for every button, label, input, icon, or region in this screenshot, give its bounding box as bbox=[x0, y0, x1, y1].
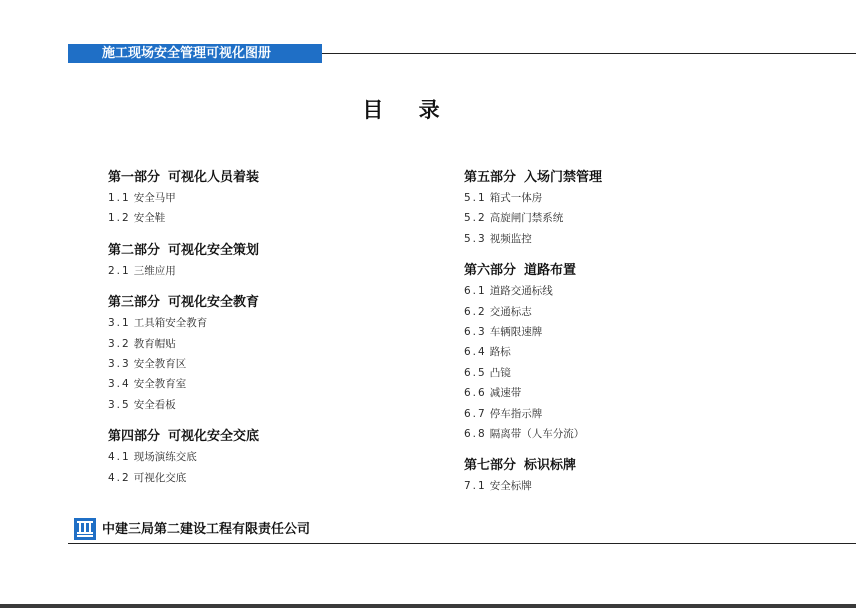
toc-item[interactable] bbox=[464, 281, 764, 301]
section-part: 第四部分 bbox=[108, 429, 161, 445]
item-label: 交通标志 bbox=[489, 305, 532, 318]
section-part: 第三部分 bbox=[108, 295, 161, 311]
item-number: 6.6 bbox=[464, 387, 487, 400]
item-number: 5.1 bbox=[464, 192, 487, 204]
item-number: 2.1 bbox=[108, 264, 131, 277]
section-part: 第一部分 bbox=[108, 170, 161, 185]
item-number: 1.1 bbox=[108, 192, 131, 204]
toc-item[interactable] bbox=[108, 447, 408, 467]
item-label: 现场演练交底 bbox=[133, 451, 197, 464]
toc-section bbox=[464, 456, 764, 496]
page-title: 目 录 bbox=[362, 98, 454, 122]
toc-section bbox=[464, 261, 764, 444]
item-label: 路标 bbox=[489, 346, 511, 359]
section-part: 第七部分 bbox=[464, 458, 517, 474]
item-label: 车辆限速牌 bbox=[489, 325, 543, 338]
item-label: 安全马甲 bbox=[133, 192, 176, 204]
item-number: 3.2 bbox=[108, 337, 131, 350]
item-number: 5.3 bbox=[464, 232, 487, 245]
toc-section bbox=[108, 168, 408, 229]
section-part: 第六部分 bbox=[464, 263, 517, 279]
item-label: 减速带 bbox=[489, 387, 522, 400]
item-number: 6.3 bbox=[464, 325, 487, 338]
toc-item[interactable] bbox=[108, 188, 408, 208]
item-label: 安全教育区 bbox=[133, 357, 187, 370]
section-name: 可视化安全交底 bbox=[168, 429, 260, 445]
item-label: 视频监控 bbox=[489, 232, 532, 245]
item-number: 3.5 bbox=[108, 398, 131, 411]
item-number: 6.7 bbox=[464, 407, 487, 420]
toc-left-column bbox=[108, 168, 408, 488]
toc-item[interactable] bbox=[464, 424, 764, 444]
toc-item[interactable] bbox=[464, 208, 764, 228]
toc-item[interactable] bbox=[464, 302, 764, 322]
toc-item[interactable] bbox=[108, 354, 408, 374]
section-title[interactable] bbox=[464, 456, 764, 476]
toc-section bbox=[108, 293, 408, 415]
section-title[interactable] bbox=[464, 168, 764, 188]
item-label: 安全标牌 bbox=[489, 480, 532, 493]
item-number: 1.2 bbox=[108, 212, 131, 225]
item-label: 安全教育室 bbox=[133, 378, 187, 391]
section-title[interactable] bbox=[108, 293, 408, 313]
item-number: 5.2 bbox=[464, 212, 487, 225]
toc-item[interactable] bbox=[464, 188, 764, 208]
item-label: 三维应用 bbox=[133, 264, 176, 277]
toc-right-column bbox=[464, 168, 764, 497]
section-title[interactable] bbox=[108, 241, 408, 261]
company-name: 中建三局第二建设工程有限责任公司 bbox=[102, 522, 311, 537]
header-rule bbox=[322, 53, 856, 54]
toc-item[interactable] bbox=[464, 476, 764, 496]
toc-item[interactable] bbox=[108, 395, 408, 415]
section-name: 可视化安全策划 bbox=[168, 242, 260, 258]
section-part: 第二部分 bbox=[108, 242, 161, 258]
item-number: 4.1 bbox=[108, 451, 131, 464]
toc-item[interactable] bbox=[108, 374, 408, 394]
company-logo-icon bbox=[74, 518, 96, 540]
section-part: 第五部分 bbox=[464, 170, 517, 185]
toc-item[interactable] bbox=[464, 363, 764, 383]
toc-item[interactable] bbox=[464, 322, 764, 342]
item-label: 安全看板 bbox=[133, 398, 176, 411]
section-title[interactable] bbox=[108, 168, 408, 188]
item-label: 工具箱安全教育 bbox=[133, 317, 208, 330]
section-name: 道路布置 bbox=[524, 263, 577, 279]
item-label: 停车指示牌 bbox=[489, 407, 543, 420]
section-title[interactable] bbox=[464, 261, 764, 281]
item-number: 6.1 bbox=[464, 285, 487, 298]
item-number: 3.3 bbox=[108, 357, 131, 370]
toc-item[interactable] bbox=[108, 334, 408, 354]
item-label: 教育帽贴 bbox=[133, 337, 176, 350]
section-name: 可视化人员着装 bbox=[168, 170, 260, 185]
item-label: 隔离带（人车分流） bbox=[489, 427, 585, 440]
item-label: 道路交通标线 bbox=[489, 285, 553, 298]
item-label: 可视化交底 bbox=[133, 471, 187, 484]
item-number: 4.2 bbox=[108, 471, 131, 484]
toc-item[interactable] bbox=[464, 229, 764, 249]
toc-item[interactable] bbox=[108, 208, 408, 228]
toc-item[interactable] bbox=[464, 342, 764, 362]
item-label: 安全鞋 bbox=[133, 212, 166, 225]
toc-item[interactable] bbox=[108, 468, 408, 488]
section-name: 标识标牌 bbox=[524, 458, 577, 474]
item-label: 高旋闸门禁系统 bbox=[489, 212, 564, 225]
toc-item[interactable] bbox=[108, 261, 408, 281]
item-number: 3.4 bbox=[108, 378, 131, 391]
toc-section bbox=[108, 427, 408, 488]
section-name: 入场门禁管理 bbox=[524, 170, 603, 185]
item-label: 箱式一体房 bbox=[489, 192, 543, 204]
toc-item[interactable] bbox=[108, 313, 408, 333]
header-banner bbox=[68, 44, 322, 63]
footer-rule bbox=[68, 543, 856, 544]
item-number: 6.2 bbox=[464, 305, 487, 318]
item-number: 6.4 bbox=[464, 346, 487, 359]
item-number: 6.8 bbox=[464, 427, 487, 440]
document-title: 施工现场安全管理可视化图册 bbox=[102, 46, 272, 61]
toc-item[interactable] bbox=[464, 383, 764, 403]
item-number: 3.1 bbox=[108, 317, 131, 330]
item-number: 6.5 bbox=[464, 366, 487, 379]
toc-item[interactable] bbox=[464, 404, 764, 424]
item-label: 凸镜 bbox=[489, 366, 511, 379]
toc-section bbox=[108, 241, 408, 281]
section-name: 可视化安全教育 bbox=[168, 295, 260, 311]
section-title[interactable] bbox=[108, 427, 408, 447]
page-bottom-edge bbox=[0, 604, 856, 608]
toc-section bbox=[464, 168, 764, 249]
item-number: 7.1 bbox=[464, 480, 487, 493]
